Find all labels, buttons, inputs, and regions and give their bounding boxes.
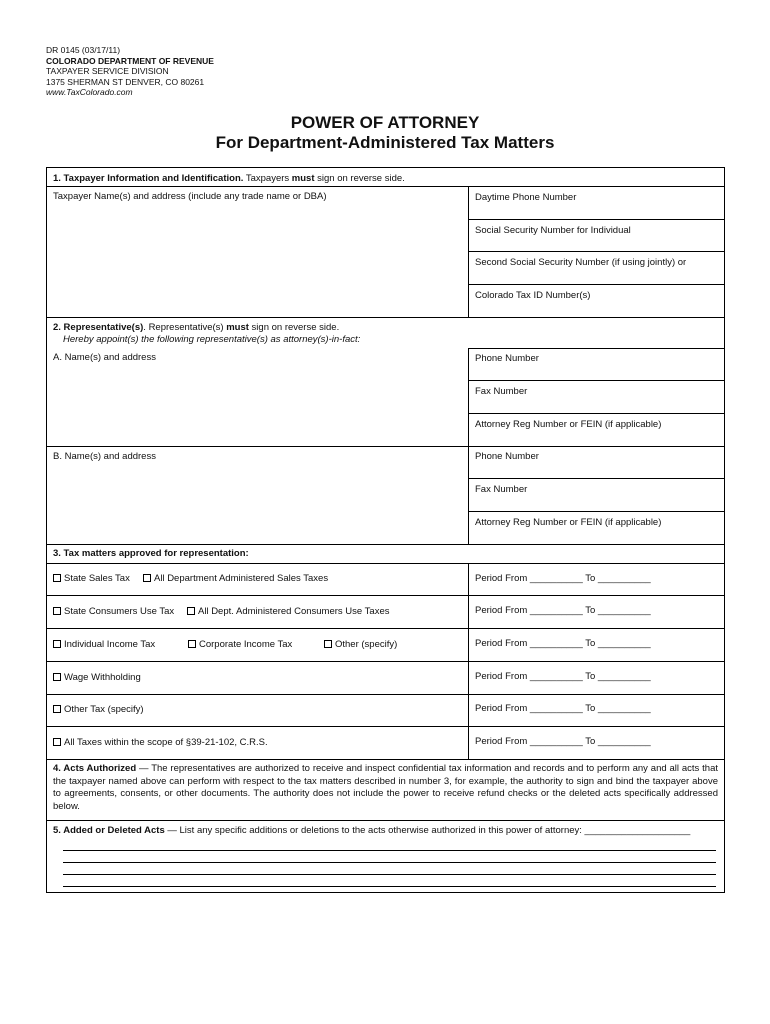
divider — [47, 661, 724, 662]
checkbox[interactable] — [188, 640, 196, 648]
tax-option-label: Corporate Income Tax — [199, 639, 293, 650]
checkbox[interactable] — [53, 607, 61, 615]
tax-option-all-sales[interactable] — [143, 573, 328, 584]
representative-b-field[interactable] — [47, 446, 468, 544]
tax-option-all-taxes[interactable] — [53, 737, 268, 748]
appoint-statement: Hereby appoint(s) the following representative(s) as attorney(s)-in-fact: — [63, 334, 361, 345]
checkbox[interactable] — [53, 574, 61, 582]
section-1-heading — [53, 173, 405, 184]
divider — [47, 726, 724, 727]
period-field[interactable]: Period From __________ To __________ — [475, 638, 651, 649]
representative-b-label: B. Name(s) and address — [53, 451, 156, 462]
tax-option-individual-income[interactable] — [53, 639, 155, 650]
representative-a-field[interactable] — [47, 348, 468, 446]
daytime-phone-field[interactable] — [469, 186, 724, 219]
tax-option-label: State Consumers Use Tax — [64, 606, 175, 617]
rep-a-phone-label: Phone Number — [475, 353, 539, 364]
section-2-heading-post: sign on reverse side. — [248, 322, 340, 333]
rep-a-reg-label: Attorney Reg Number or FEIN (if applicable) — [475, 419, 662, 430]
checkbox[interactable] — [143, 574, 151, 582]
rep-b-reg-field[interactable] — [469, 511, 724, 544]
tax-option-corporate-income[interactable] — [188, 639, 292, 650]
tax-option-all-consumers-use[interactable] — [187, 606, 390, 617]
taxpayer-name-address-field[interactable] — [47, 186, 468, 317]
divider — [47, 317, 724, 318]
acts-entry-line[interactable] — [63, 862, 716, 863]
rep-a-phone-field[interactable] — [469, 348, 724, 380]
form-id: DR 0145 (03/17/11) — [46, 45, 121, 55]
rep-b-fax-field[interactable] — [469, 478, 724, 511]
tax-option-label: All Dept. Administered Consumers Use Taxes — [198, 606, 390, 617]
section-5-text: — List any specific additions or deletions to the acts otherwise authorized in this power of attorney: ____________________ — [164, 825, 691, 836]
department-address: 1375 SHERMAN ST DENVER, CO 80261 — [46, 76, 205, 87]
acts-entry-line[interactable] — [63, 874, 716, 875]
period-field[interactable]: Period From __________ To __________ — [475, 573, 651, 584]
rep-a-fax-field[interactable] — [469, 380, 724, 413]
title-line-1: POWER OF ATTORNEY — [290, 113, 480, 132]
section-4-text: — The representatives are authorized to receive and inspect confidential tax information and records and to perform any and all acts that the taxpayer named above can perform with respect to the tax matters described in number 3, for example, the authority to sign and bind the taxpayer above to agreements, consents, or other documents. The authority does not include the power to receive refund checks or the deleted acts specifically addressed below. — [53, 763, 718, 812]
representative-a-label: A. Name(s) and address — [53, 352, 156, 363]
rep-b-phone-label: Phone Number — [475, 451, 539, 462]
division-name: TAXPAYER SERVICE DIVISION — [46, 66, 169, 76]
section-2-title: 2. Representative(s) — [53, 322, 144, 333]
section-2-heading — [53, 322, 339, 333]
period-field[interactable]: Period From __________ To __________ — [475, 605, 651, 616]
rep-b-fax-label: Fax Number — [475, 484, 528, 495]
section-2-must: must — [226, 322, 249, 333]
form-title — [0, 113, 770, 153]
checkbox[interactable] — [53, 640, 61, 648]
ssn-field[interactable] — [469, 219, 724, 251]
checkbox[interactable] — [53, 705, 61, 713]
divider — [47, 759, 724, 760]
colorado-tax-id-field[interactable] — [469, 284, 724, 317]
poa-form — [46, 167, 725, 893]
section-1-must: must — [291, 173, 315, 184]
section-2-heading-pre: . Representative(s) — [143, 322, 227, 333]
section-1-heading-post: sign on reverse side. — [314, 173, 405, 184]
divider — [47, 595, 724, 596]
ssn-label: Social Security Number for Individual — [475, 225, 631, 236]
period-field[interactable]: Period From __________ To __________ — [475, 736, 651, 747]
divider — [47, 563, 724, 564]
section-5-title: 5. Added or Deleted Acts — [53, 825, 165, 836]
acts-entry-line[interactable] — [63, 886, 716, 887]
tax-option-other-tax[interactable] — [53, 704, 144, 715]
section-3-heading: 3. Tax matters approved for representation: — [53, 548, 249, 559]
checkbox[interactable] — [324, 640, 332, 648]
checkbox[interactable] — [53, 738, 61, 746]
colorado-tax-id-label: Colorado Tax ID Number(s) — [475, 290, 591, 301]
department-name: COLORADO DEPARTMENT OF REVENUE — [46, 55, 214, 66]
checkbox[interactable] — [53, 673, 61, 681]
tax-option-consumers-use[interactable] — [53, 606, 174, 617]
tax-option-label: All Taxes within the scope of §39-21-102, C.R.S. — [64, 737, 268, 748]
second-ssn-label: Second Social Security Number (if using jointly) or — [475, 257, 687, 268]
section-4-acts-authorized — [53, 763, 718, 813]
divider — [47, 694, 724, 695]
tax-option-label: Other (specify) — [335, 639, 398, 650]
section-5-added-deleted-acts — [53, 825, 690, 836]
acts-entry-line[interactable] — [63, 850, 716, 851]
rep-b-reg-label: Attorney Reg Number or FEIN (if applicable) — [475, 517, 662, 528]
divider — [47, 820, 724, 821]
rep-b-phone-field[interactable] — [469, 446, 724, 478]
title-line-2: For Department-Administered Tax Matters — [215, 133, 555, 152]
form-header — [46, 45, 214, 98]
tax-option-wage-withholding[interactable] — [53, 672, 141, 683]
rep-a-fax-label: Fax Number — [475, 386, 528, 397]
daytime-phone-label: Daytime Phone Number — [475, 192, 577, 203]
divider — [47, 544, 724, 545]
section-4-title: 4. Acts Authorized — [53, 763, 137, 774]
taxpayer-name-label: Taxpayer Name(s) and address (include any trade name or DBA) — [53, 191, 327, 202]
tax-option-other-specify[interactable] — [324, 639, 397, 650]
tax-option-state-sales[interactable] — [53, 573, 130, 584]
period-field[interactable]: Period From __________ To __________ — [475, 671, 651, 682]
tax-option-label: Individual Income Tax — [64, 639, 156, 650]
section-1-heading-pre: Taxpayers — [243, 173, 292, 184]
tax-option-label: State Sales Tax — [64, 573, 130, 584]
section-1-title: 1. Taxpayer Information and Identification. — [53, 173, 244, 184]
tax-option-label: Other Tax (specify) — [64, 704, 144, 715]
tax-option-label: Wage Withholding — [64, 672, 141, 683]
divider — [47, 628, 724, 629]
checkbox[interactable] — [187, 607, 195, 615]
tax-option-label: All Department Administered Sales Taxes — [154, 573, 329, 584]
rep-a-reg-field[interactable] — [469, 413, 724, 446]
second-ssn-field[interactable] — [469, 251, 724, 284]
department-website: www.TaxColorado.com — [46, 87, 133, 97]
period-field[interactable]: Period From __________ To __________ — [475, 703, 651, 714]
